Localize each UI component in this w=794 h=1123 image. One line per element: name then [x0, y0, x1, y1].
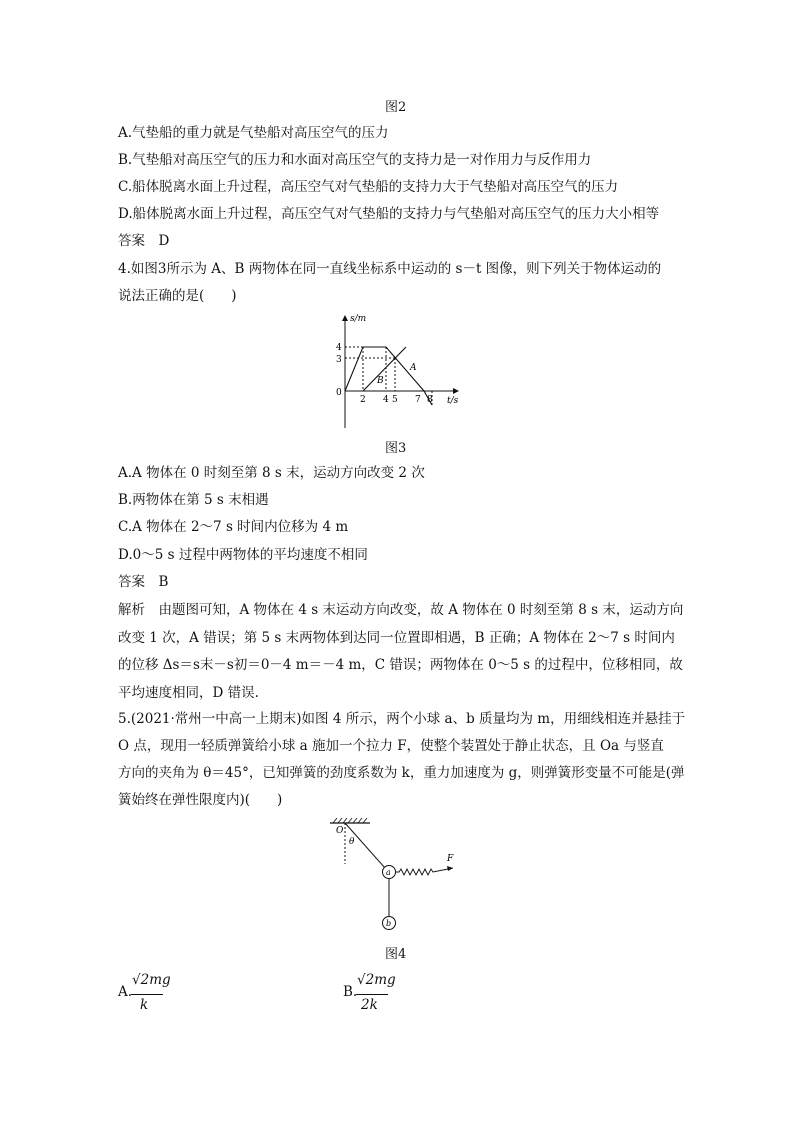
- q5-option-a-numerator: √2mg: [132, 972, 171, 988]
- q4-option-d: D.0～5 s 过程中两物体的平均速度不相同: [118, 547, 368, 563]
- q5-option-b-denominator: 2k: [361, 997, 378, 1013]
- q5-stem-line-2: O 点，现用一轻质弹簧给小球 a 施加一个拉力 F，使整个装置处于静止状态，且 Oa 与竖直: [118, 738, 664, 754]
- figure-3-caption: 图3: [385, 441, 407, 456]
- q4-stem-line-1: 4.如图3所示为 A、B 两物体在同一直线坐标系中运动的 s－t 图像，则下列关于物体运动的: [118, 261, 662, 277]
- label-a: A: [410, 363, 417, 373]
- q5-option-a-label: A.: [118, 984, 133, 1000]
- xtick-5: 5: [392, 395, 398, 405]
- q4-analysis-line-3: 的位移 Δs＝s末－s初＝0－4 m＝－4 m，C 错误；两物体在 0～5 s 的过程中，位移相同，故: [118, 657, 683, 673]
- label-theta: θ: [349, 837, 355, 847]
- xtick-4: 4: [383, 395, 389, 405]
- q3-option-c: C.船体脱离水面上升过程，高压空气对气垫船的支持力大于气垫船对高压空气的压力: [118, 179, 619, 195]
- ytick-3: 3: [336, 355, 342, 365]
- q5-stem-line-3: 方向的夹角为 θ＝45°，已知弹簧的劲度系数为 k，重力加速度为 g，则弹簧形变量不可能是(弹: [118, 765, 685, 781]
- xtick-8: 8: [427, 395, 433, 405]
- q4-stem-line-2: 说法正确的是( ): [118, 288, 237, 304]
- q5-option-b-label: B.: [343, 984, 358, 1000]
- q3-answer: 答案 D: [118, 233, 170, 249]
- q4-analysis-line-4: 平均速度相同，D 错误.: [118, 685, 259, 701]
- q4-option-b: B.两物体在第 5 s 末相遇: [118, 492, 269, 508]
- q5-option-b-numerator: √2mg: [357, 972, 396, 988]
- q5-option-a-denominator: k: [140, 997, 149, 1013]
- ytick-4: 4: [336, 343, 342, 353]
- figure-4-caption: 图4: [385, 947, 407, 962]
- q3-option-d: D.船体脱离水面上升过程，高压空气对气垫船的支持力与气垫船对高压空气的压力大小相等: [118, 206, 660, 222]
- label-ball-b: b: [386, 919, 392, 928]
- q5-stem-line-1: 5.(2021·常州一中高一上期末)如图 4 所示，两个小球 a、b 质量均为 m，用细线相连并悬挂于: [118, 711, 686, 727]
- figure-3-st-graph: [320, 310, 470, 430]
- label-force-f: F: [447, 854, 454, 864]
- q5-option-b: [343, 972, 403, 1014]
- label-ball-a: a: [386, 868, 391, 877]
- q4-option-a: A.A 物体在 0 时刻至第 8 s 末，运动方向改变 2 次: [118, 465, 425, 481]
- origin-label: 0: [336, 388, 342, 398]
- q5-option-a: [118, 972, 178, 1014]
- q3-option-b: B.气垫船对高压空气的压力和水面对高压空气的支持力是一对作用力与反作用力: [118, 152, 592, 168]
- x-axis-label: t/s: [447, 396, 459, 406]
- q4-option-c: C.A 物体在 2～7 s 时间内位移为 4 m: [118, 519, 349, 535]
- q5-stem-line-4: 簧始终在弹性限度内)( ): [118, 792, 283, 808]
- q4-answer: 答案 B: [118, 574, 169, 590]
- q3-option-a: A.气垫船的重力就是气垫船对高压空气的压力: [118, 125, 389, 141]
- figure-2-caption: 图2: [385, 100, 407, 115]
- xtick-7: 7: [415, 395, 421, 405]
- figure-4-diagram: [325, 816, 465, 936]
- line-b: [363, 347, 406, 391]
- xtick-2: 2: [360, 395, 366, 405]
- q4-analysis-line-2: 改变 1 次，A 错误；第 5 s 末两物体到达同一位置即相遇，B 正确；A 物体在 2～7 s 时间内: [118, 630, 675, 646]
- spring: [395, 868, 453, 875]
- label-b: B: [377, 376, 384, 386]
- label-o: O: [336, 826, 344, 836]
- q4-analysis-line-1: 解析 由题图可知，A 物体在 4 s 末运动方向改变，故 A 物体在 0 时刻至第 8 s 末，运动方向: [118, 602, 684, 618]
- y-axis-label: s/m: [350, 314, 367, 324]
